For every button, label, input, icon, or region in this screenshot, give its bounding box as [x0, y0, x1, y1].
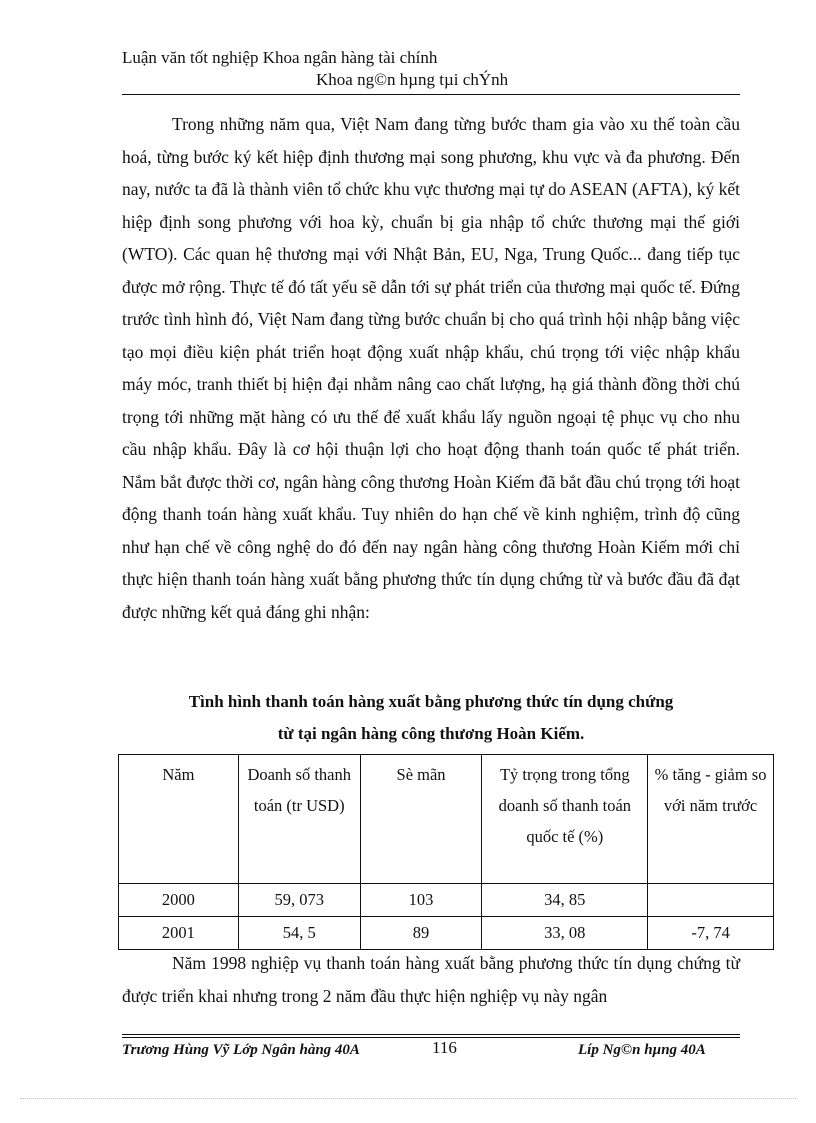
footer-rule	[122, 1037, 740, 1038]
body-paragraph-2: Năm 1998 nghiệp vụ thanh toán hàng xuất bằng phương thức tín dụng chứng từ được triển khai nhưng trong 2 năm đầu thực hiện nghiệp vụ này ngân	[122, 953, 740, 1006]
cell-change	[648, 884, 774, 917]
cell-change: -7, 74	[648, 917, 774, 950]
table-row	[119, 917, 774, 950]
table-row	[119, 884, 774, 917]
table-title-line-2: từ tại ngân hàng công thương Hoàn Kiếm.	[277, 724, 585, 743]
cell-turnover: 54, 5	[238, 917, 360, 950]
header-year: Năm	[119, 755, 239, 884]
cell-turnover: 59, 073	[238, 884, 360, 917]
cell-count: 89	[360, 917, 482, 950]
cell-count: 103	[360, 884, 482, 917]
running-header-title: Luận văn tốt nghiệp Khoa ngân hàng tài chính	[122, 48, 438, 67]
table-header-row	[119, 755, 774, 884]
cell-year: 2000	[119, 884, 239, 917]
running-header-subtitle: Khoa ng©n hµng tµi chÝnh	[316, 70, 509, 89]
page-edge-divider	[20, 1098, 796, 1099]
body-paragraph-1: Trong những năm qua, Việt Nam đang từng bước tham gia vào xu thế toàn cầu hoá, từng bước ký kết hiệp định thương mại song phương, khu vực và đa phương. Đến nay, nước ta đã là thành viên tổ chức khu vực thương mại tự do ASEAN (AFTA), ký kết hiệp định song phương với hoa kỳ, chuẩn bị gia nhập tổ chức thương mại thế giới (WTO). Các quan hệ thương mại với Nhật Bản, EU, Nga, Trung Quốc... đang tiếp tục được mở rộng. Thực tế đó tất yếu sẽ dẫn tới sự phát triển của thương mại quốc tế. Đứng trước tình hình đó, Việt Nam đang từng bước chuẩn bị cho quá trình hội nhập bằng việc tạo mọi điều kiện phát triển hoạt động xuất nhập khẩu, chú trọng tới việc nhập khẩu máy móc, tranh thiết bị hiện đại nhằm nâng cao chất lượng, hạ giá thành đồng thời chú trọng tới những mặt hàng có ưu thế để xuất khẩu lấy nguồn ngoại tệ phục vụ cho nhu cầu nhập khẩu. Đây là cơ hội thuận lợi cho hoạt động thanh toán quốc tế phát triển. Nắm bắt được thời cơ, ngân hàng công thương Hoàn Kiếm đã bắt đầu chú trọng tới hoạt động thanh toán hàng xuất khẩu. Tuy nhiên do hạn chế về kinh nghiệm, trình độ cũng như hạn chế về công nghệ do đó đến nay ngân hàng công thương Hoàn Kiếm mới chỉ thực hiện thanh toán hàng xuất bằng phương thức tín dụng chứng từ và bước đầu đã đạt được những kết quả đáng ghi nhận:	[122, 114, 740, 622]
cell-share: 33, 08	[482, 917, 648, 950]
payment-statistics-table	[118, 754, 774, 950]
page-number: 116	[432, 1038, 457, 1057]
footer-author: Trương Hùng Vỹ Lớp Ngân hàng 40A	[122, 1042, 360, 1058]
header-share: Tỷ trọng trong tổng doanh số thanh toán quốc tế (%)	[482, 755, 648, 884]
header-count: Sè mãn	[360, 755, 482, 884]
footer-rule	[122, 1034, 740, 1035]
cell-share: 34, 85	[482, 884, 648, 917]
table-title-line-1: Tình hình thanh toán hàng xuất bằng phương thức tín dụng chứng	[188, 692, 674, 711]
cell-year: 2001	[119, 917, 239, 950]
header-rule	[122, 94, 740, 95]
footer-class: Líp Ng©n hµng 40A	[578, 1042, 706, 1058]
header-change: % tăng - giảm so với năm trước	[648, 755, 774, 884]
header-turnover: Doanh số thanh toán (tr USD)	[238, 755, 360, 884]
